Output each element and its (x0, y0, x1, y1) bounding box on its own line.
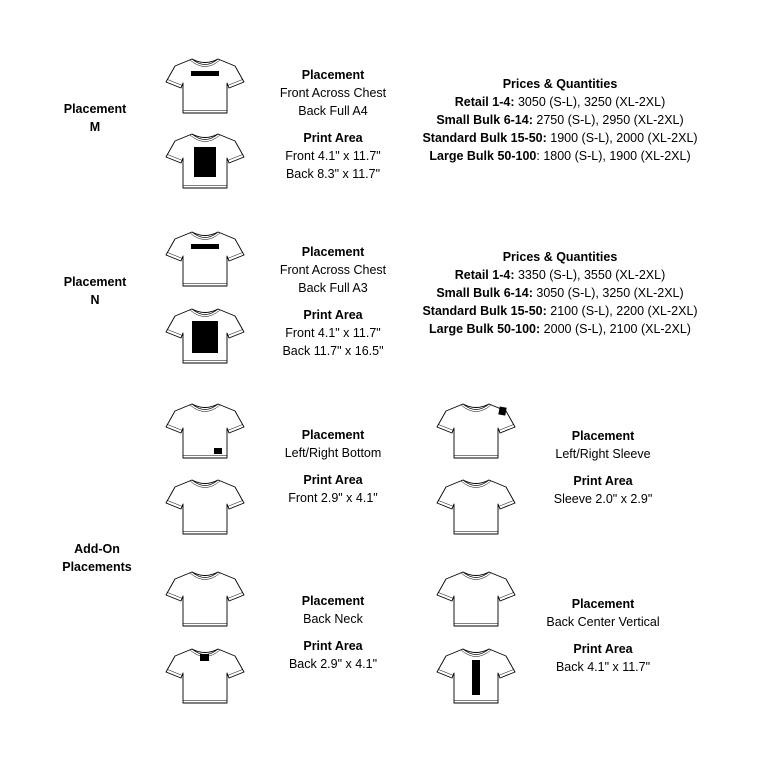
placement-info-n (263, 243, 403, 360)
placement-line: Back Center Vertical (546, 615, 660, 629)
price-row: Standard Bulk 15-50: 1900 (S-L), 2000 (XL-2XL) (422, 131, 698, 145)
tshirt-icon (436, 568, 516, 628)
addon-info-sleeve (533, 427, 673, 508)
addon-info-vertical (533, 595, 673, 676)
print-area-block (214, 448, 222, 454)
placement-line: Front Across Chest (279, 86, 387, 100)
placement-line: Front Across Chest (279, 263, 387, 277)
print-area-block (192, 321, 218, 353)
print-area-block (200, 654, 209, 661)
placement-heading: Placement (571, 429, 635, 443)
tshirt-icon (165, 568, 245, 628)
placement-line: Left/Right Bottom (284, 446, 382, 460)
section-label-n (50, 273, 140, 309)
print-area-line: Back 4.1" x 11.7" (555, 660, 651, 674)
tshirt-icon (436, 400, 516, 460)
print-area-line: Sleeve 2.0" x 2.9" (553, 492, 653, 506)
print-area-block (191, 244, 219, 249)
prices-m (400, 75, 720, 165)
placement-heading: Placement (301, 245, 365, 259)
print-area-block (194, 147, 216, 177)
placement-line: Back Neck (303, 612, 363, 626)
print-area-heading: Print Area (303, 131, 363, 145)
price-row: Large Bulk 50-100: 2000 (S-L), 2100 (XL-2XL) (429, 322, 691, 336)
print-area-line: Front 4.1" x 11.7" (285, 326, 381, 340)
placement-heading: Placement (301, 594, 365, 608)
print-area-line: Front 4.1" x 11.7" (285, 149, 381, 163)
placement-line: Back Full A4 (298, 104, 368, 118)
print-area-line: Back 11.7" x 16.5" (282, 344, 384, 358)
section-label-line1: Add-On (74, 542, 120, 556)
tshirt-icon (436, 645, 516, 705)
placement-line: Back Full A3 (298, 281, 368, 295)
prices-heading: Prices & Quantities (502, 250, 618, 264)
print-area-block (191, 71, 219, 76)
placement-heading: Placement (571, 597, 635, 611)
tshirt-icon (165, 476, 245, 536)
tshirt-icon (165, 55, 245, 115)
tshirt-icon (165, 228, 245, 288)
addon-info-neck (263, 592, 403, 673)
price-row: Large Bulk 50-100: 1800 (S-L), 1900 (XL-2XL) (429, 149, 691, 163)
section-label-line2: N (90, 293, 100, 307)
section-label-addon (50, 540, 144, 576)
print-area-heading: Print Area (303, 473, 363, 487)
placement-line: Left/Right Sleeve (555, 447, 651, 461)
price-row: Small Bulk 6-14: 3050 (S-L), 3250 (XL-2XL) (436, 286, 684, 300)
print-area-block (498, 407, 506, 416)
tshirt-icon (436, 476, 516, 536)
tshirt-icon (165, 130, 245, 190)
print-area-line: Back 8.3" x 11.7" (285, 167, 381, 181)
addon-info-bottom (263, 426, 403, 507)
placement-info-m (263, 66, 403, 183)
print-area-block (472, 660, 480, 695)
section-label-line2: M (89, 120, 101, 134)
tshirt-icon (165, 645, 245, 705)
prices-n (400, 248, 720, 338)
print-area-heading: Print Area (573, 474, 633, 488)
section-label-m (50, 100, 140, 136)
placement-heading: Placement (301, 428, 365, 442)
section-label-line1: Placement (63, 275, 127, 289)
price-row: Small Bulk 6-14: 2750 (S-L), 2950 (XL-2XL) (436, 113, 684, 127)
section-label-line2: Placements (62, 560, 132, 574)
print-area-heading: Print Area (573, 642, 633, 656)
price-row: Retail 1-4: 3050 (S-L), 3250 (XL-2XL) (454, 95, 666, 109)
print-area-heading: Print Area (303, 308, 363, 322)
prices-heading: Prices & Quantities (502, 77, 618, 91)
print-area-heading: Print Area (303, 639, 363, 653)
tshirt-icon (165, 305, 245, 365)
print-area-line: Front 2.9" x 4.1" (288, 491, 378, 505)
print-area-line: Back 2.9" x 4.1" (288, 657, 378, 671)
placement-heading: Placement (301, 68, 365, 82)
price-row: Retail 1-4: 3350 (S-L), 3550 (XL-2XL) (454, 268, 666, 282)
tshirt-icon (165, 400, 245, 460)
price-row: Standard Bulk 15-50: 2100 (S-L), 2200 (XL-2XL) (422, 304, 698, 318)
section-label-line1: Placement (63, 102, 127, 116)
